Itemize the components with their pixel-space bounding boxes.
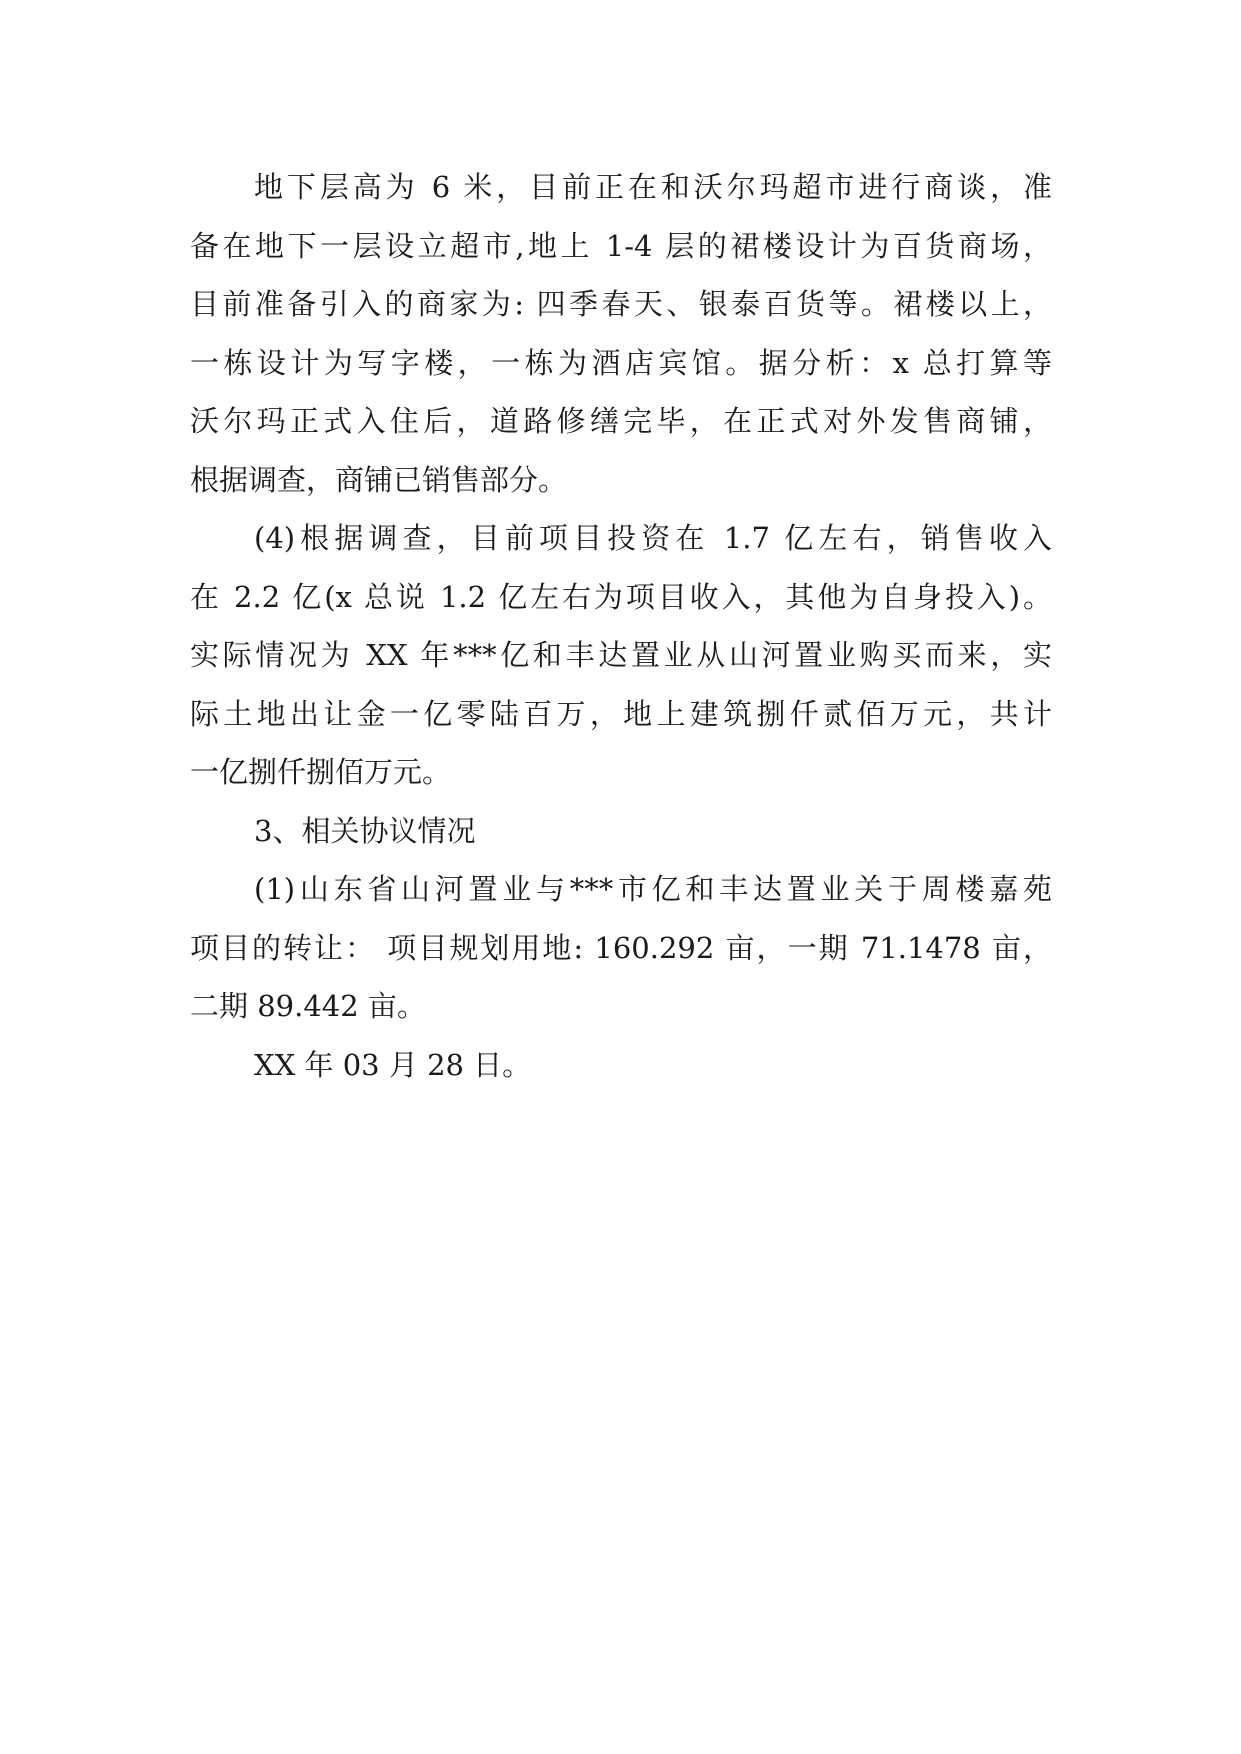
text-line: 二期 89.442 亩。 <box>190 989 426 1023</box>
text-line: 在 2.2 亿(x 总说 1.2 亿左右为项目收入，其他为自身投入)。 <box>190 579 1052 614</box>
text-line: 根据调查，商铺已销售部分。 <box>190 462 568 497</box>
text-line: 项目的转让： 项目规划用地: 160.292 亩，一期 71.1478 亩， <box>190 930 1052 965</box>
text-line: XX 年 03 月 28 日。 <box>254 1047 532 1082</box>
paragraph-1 <box>190 158 1052 509</box>
paragraph-2 <box>190 509 1052 802</box>
text-line: (1)山东省山河置业与***市亿和丰达置业关于周楼嘉苑 <box>254 872 1052 906</box>
text-line: 沃尔玛正式入住后，道路修缮完毕，在正式对外发售商铺， <box>190 404 1052 438</box>
text-line: 备在地下一层设立超市,地上 1-4 层的裙楼设计为百货商场， <box>190 228 1052 263</box>
text-line: 实际情况为 XX 年***亿和丰达置业从山河置业购买而来，实 <box>190 638 1052 672</box>
document-body <box>190 158 1052 1094</box>
text-line: 一栋设计为写字楼，一栋为酒店宾馆。据分析：x 总打算等 <box>190 345 1052 380</box>
paragraph-4 <box>190 860 1052 1036</box>
date-line <box>190 1036 1052 1095</box>
text-line: 一亿捌仟捌佰万元。 <box>190 755 452 789</box>
section-heading <box>190 802 1052 861</box>
text-line: 目前准备引入的商家为: 四季春天、银泰百货等。裙楼以上， <box>190 287 1052 321</box>
text-line: 地下层高为 6 米，目前正在和沃尔玛超市进行商谈，准 <box>254 170 1052 204</box>
text-line: 3、相关协议情况 <box>254 813 476 848</box>
text-line: (4)根据调查，目前项目投资在 1.7 亿左右，销售收入 <box>254 521 1052 555</box>
text-line: 际土地出让金一亿零陆百万，地上建筑捌仟贰佰万元，共计 <box>190 696 1052 731</box>
